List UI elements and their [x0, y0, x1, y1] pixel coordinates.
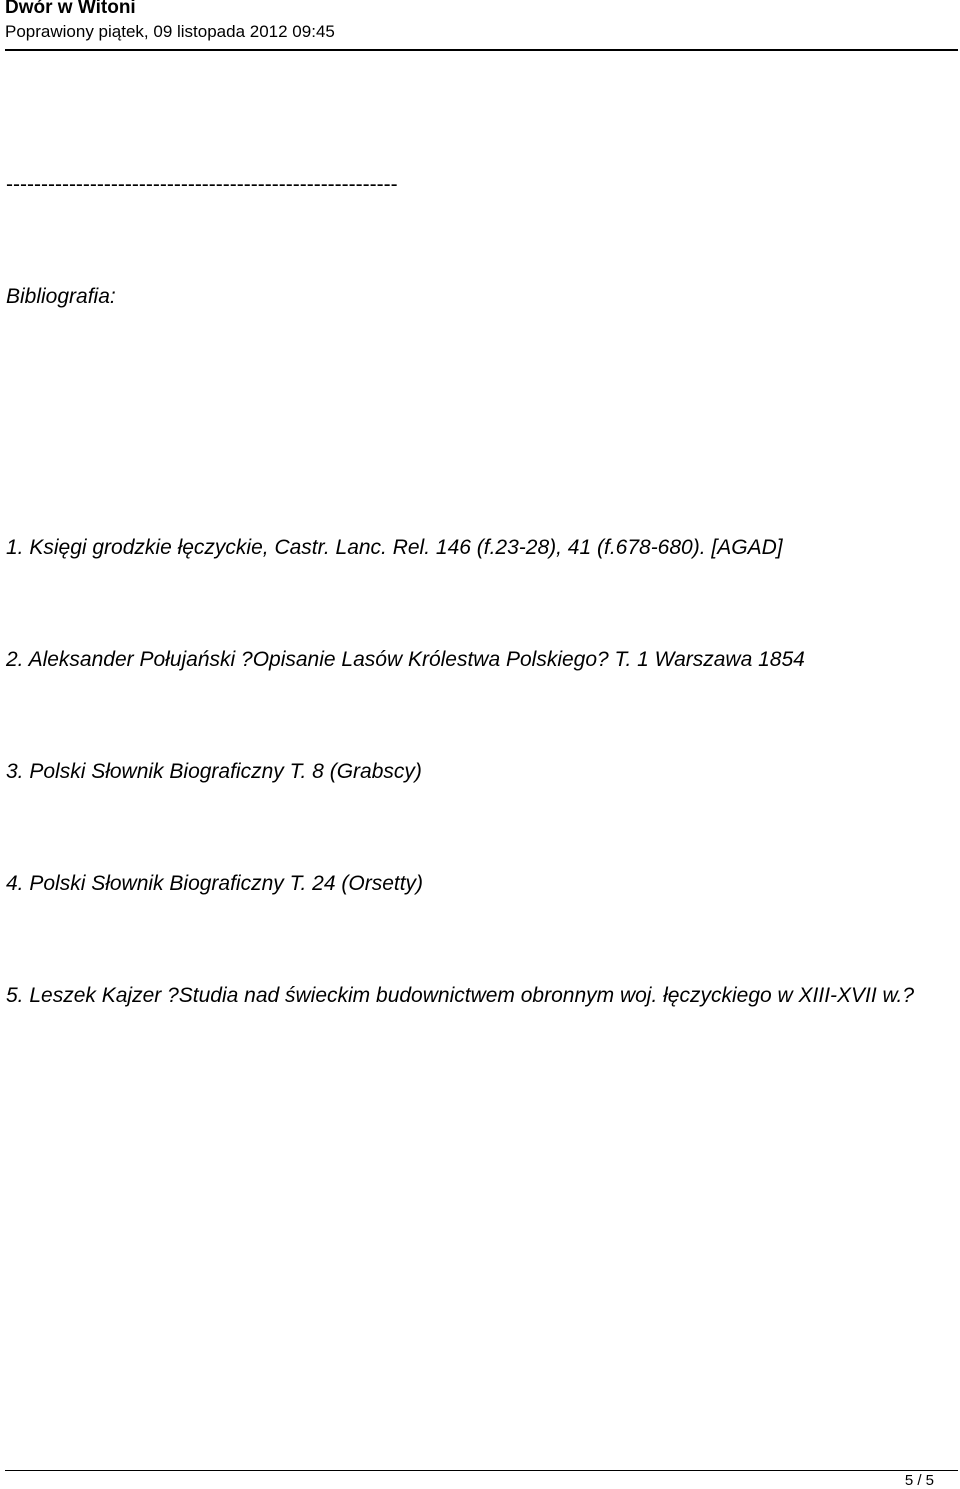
bibliography-item: 1. Księgi grodzkie łęczyckie, Castr. Lanc. Rel. 146 (f.23-28), 41 (f.678-680). [AGAD]	[6, 536, 783, 559]
bibliography-item: 4. Polski Słownik Biograficzny T. 24 (Orsetty)	[6, 872, 424, 895]
page-number: 5 / 5	[904, 1472, 934, 1489]
bibliography-item: 2. Aleksander Połujański ?Opisanie Lasów Królestwa Polskiego? T. 1 Warszawa 1854	[6, 648, 805, 671]
text-separator: --------------------------------------------------------	[6, 173, 398, 196]
bibliography-heading: Bibliografia:	[6, 285, 116, 308]
document-modified-date: Poprawiony piątek, 09 listopada 2012 09:45	[5, 22, 335, 41]
document-title: Dwór w Witoni	[5, 0, 136, 18]
bibliography-item: 3. Polski Słownik Biograficzny T. 8 (Grabscy)	[6, 760, 422, 783]
bibliography-item: 5. Leszek Kajzer ?Studia nad świeckim budownictwem obronnym woj. łęczyckiego w XIII-XVII w.?	[6, 984, 915, 1007]
header-divider	[5, 49, 958, 51]
footer-divider	[5, 1470, 958, 1471]
